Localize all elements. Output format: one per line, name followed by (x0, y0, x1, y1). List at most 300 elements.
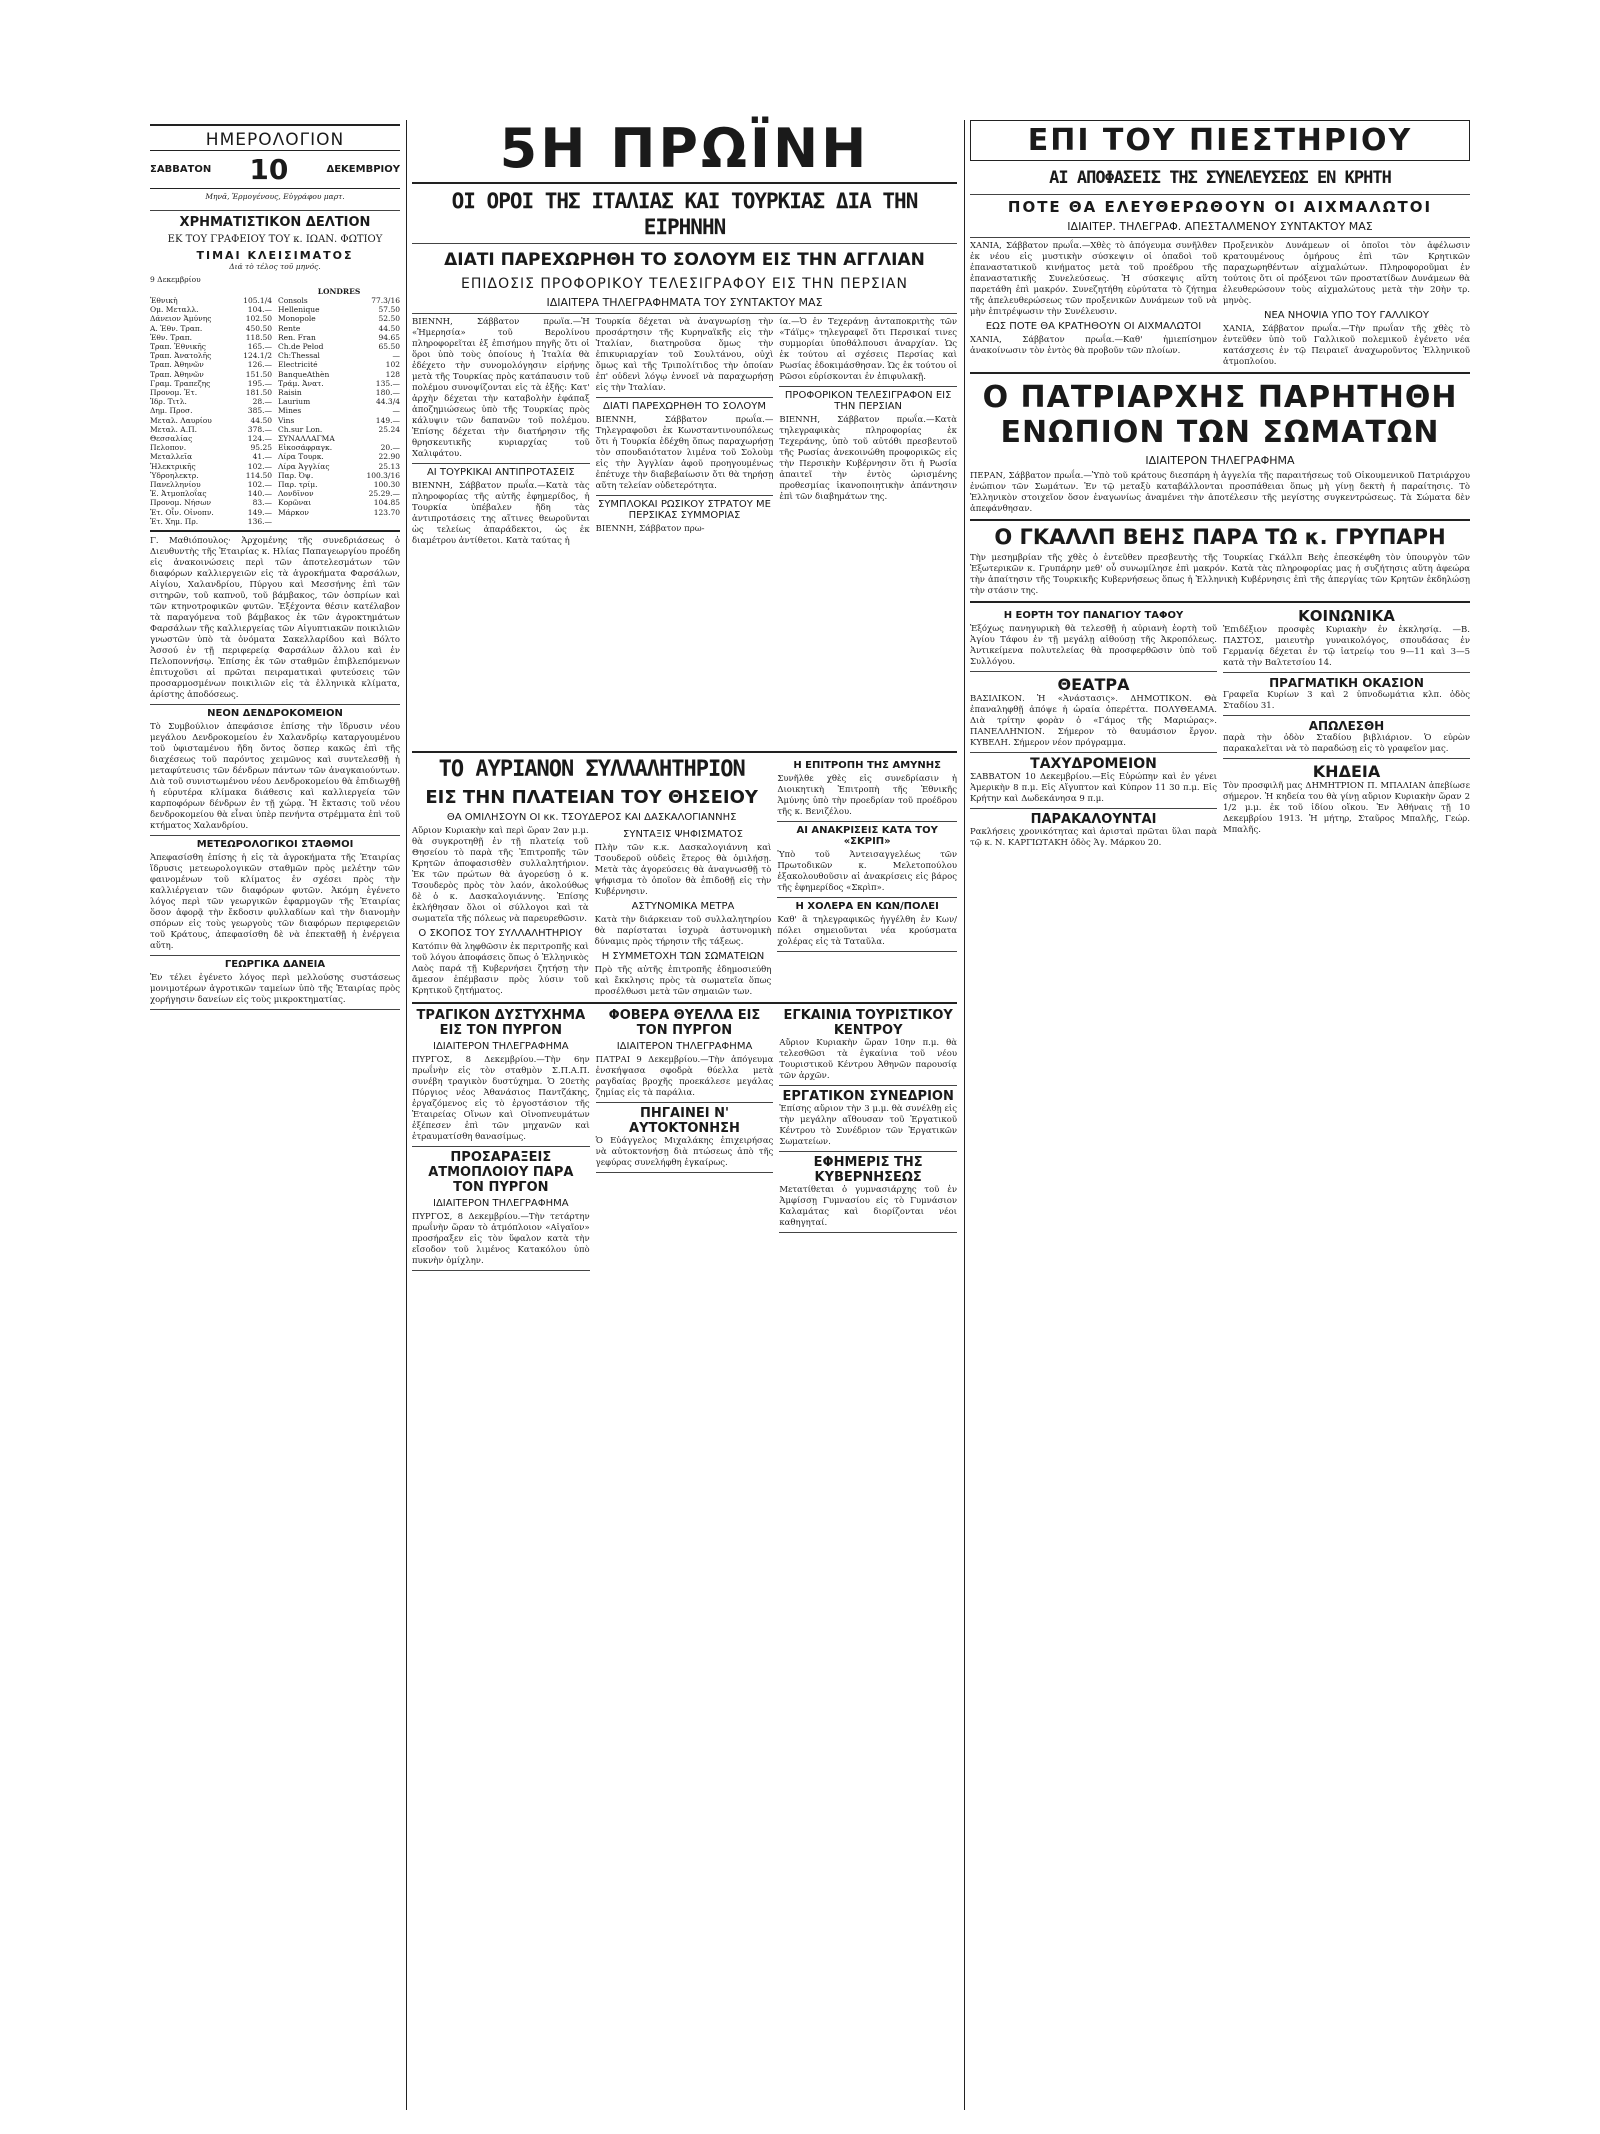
article-text: Ἐν τέλει ἐγένετο λόγος περὶ μελλούσης συστάσεως μονιμοτέρων ἀγροτικῶν ταμείων ὑπὸ τῆς Ἑταιρίας πρὸς χορήγησιν δανείων εἰς τοὺς μικροκτηματίας. (150, 973, 400, 1006)
market-name: Ch.sur Lon. (278, 424, 323, 434)
article-text: Συνῆλθε χθὲς εἰς συνεδρίασιν ἡ Διοικητικὴ Ἐπιτροπὴ τῆς Ἐθνικῆς Ἀμύνης ὑπὸ τὴν προεδρίαν τοῦ προέδρου τῆς κ. Βενιζέλου. (777, 774, 957, 817)
market-name: Θεσσαλίας (150, 434, 193, 444)
market-value: 118.50 (245, 332, 272, 342)
divider (412, 313, 957, 314)
market-value: 149.— (375, 415, 400, 425)
market-name: Μάρκον (278, 507, 309, 517)
divider (596, 1172, 774, 1173)
market-row (150, 480, 272, 489)
rally-unions-text: Πρὸ τῆς αὐτῆς ἐπιτροπῆς ἐδημοσιεύθη καὶ ἔκκλησις πρὸς τὰ σωματεῖα ὅπως προσέλθωσι μετὰ τῶν σημαιῶν των. (594, 965, 772, 997)
market-value: 124.— (247, 434, 272, 444)
divider (779, 1151, 957, 1152)
main-story-column (596, 317, 774, 747)
market-name: Λίρα Ἀγγλίας (278, 461, 330, 471)
market-name: Ἐτ. Χημ. Πρ. (150, 516, 199, 526)
column-rule (406, 120, 407, 2110)
market-row (150, 452, 272, 461)
gallop-text: Τὴν μεσημβρίαν τῆς χθὲς ὁ ἐντεῦθεν πρεσβευτὴς τῆς Τουρκίας Γκάλλπ Βεὴς ἐπεσκέφθη τὸν ὑπουργὸν τῶν Ἐξωτερικῶν κ. Γρυπάρην μεθ' οὗ συνωμίλησε ἐπὶ μακρόν. Κατὰ τὰς πληροφορίας μας ἡ συζήτησις αὕτη ἀφεώρα τὴν ἀπαίτησιν τῆς Τουρκικῆς Κυβερνήσεως ὅπως ἡ Ἑλληνικὴ Κυβέρνησις ἐπὶ τῆς ἀπεργίας τῶν Κρητῶν ἐκδηλώσῃ τὴν στάσιν της. (970, 553, 1470, 596)
story-title: ΣΥΜΠΛΟΚΑΙ ΡΩΣΙΚΟΥ ΣΤΡΑΤΟΥ ΜΕ ΠΕΡΣΙΚΑΣ ΣΥΜΜΟΡΙΑΣ (598, 499, 771, 521)
market-row (150, 508, 272, 517)
divider (970, 671, 1217, 672)
story-text: Τουρκία δέχεται νὰ ἀναγνωρίσῃ τὴν προσάρτησιν τῆς Κυρηναϊκῆς εἰς τὴν Ἰταλίαν, διατηροῦσα ὅμως τὴν ἐπικυριαρχίαν τοῦ Σουλτάνου, οὐχὶ ὅμως καὶ τῆς Τριπολίτιδος τὴν ὁποίαν ἐπ' οὐδενὶ λόγῳ ἐννοεῖ νὰ παραχωρήσῃ εἰς τὴν Ἰταλίαν. (595, 317, 774, 393)
market-name: Laurium (278, 397, 311, 407)
market-row (150, 443, 272, 452)
markets-left (150, 287, 272, 527)
article-title: ΕΦΗΜΕΡΙΣ ΤΗΣ ΚΥΒΕΡΝΗΣΕΩΣ (813, 1155, 923, 1185)
market-name: Κορῶναι (278, 498, 312, 508)
market-name: Προνομ. Ἐτ. (150, 388, 198, 398)
market-row (150, 406, 272, 415)
market-name: Monopole (278, 314, 316, 324)
market-value: 104.85 (373, 498, 400, 508)
markets-right-rows (278, 296, 400, 517)
rally-unions-title: Η ΣΥΜΜΕΤΟΧΗ ΤΩΝ ΣΩΜΑΤΕΙΩΝ (601, 951, 765, 962)
markets-right (278, 287, 400, 527)
printing-box (970, 120, 1470, 161)
printing-col-b (1223, 241, 1470, 368)
divider (412, 1270, 590, 1271)
printing-headline: ΑΙ ΑΠΟΦΑΣΕΙΣ ΤΗΣ ΣΥΝΕΛΕΥΣΕΩΣ ΕΝ ΚΡΗΤΗ (1049, 168, 1391, 188)
market-row (278, 434, 400, 443)
divider (777, 821, 957, 822)
main-story-columns (412, 317, 957, 747)
divider (970, 752, 1217, 753)
article-text: ΠΥΡΓΟΣ, 8 Δεκεμβρίου.—Τὴν 6ην πρωΐνὴν εἰς τὸν σταθμὸν Σ.Π.Α.Π. συνέβη τραγικὸν δυστύχημα. Ὁ 20ετὴς Πύργιος νέος Ἀθανάσιος Παντζάκης, ἐργαζόμενος εἰς τὸ ἐργοστάσιον τῆς Ἑταιρείας Οἴνων καὶ Οἰνοπνευμάτων ἐξέπεσεν ἐπὶ τῶν μηχανῶν καὶ ἐτραυματίσθη θανασίμως. (412, 1055, 590, 1142)
calendar-weekday: ΣΑΒΒΑΤΟΝ (150, 164, 212, 175)
market-row (278, 388, 400, 397)
market-value: 25.29.— (368, 489, 400, 499)
rally-resolution-title: ΣΥΝΤΑΞΙΣ ΨΗΦΙΣΜΑΤΟΣ (623, 829, 743, 840)
market-row (278, 351, 400, 360)
market-value: 124.1/2 (243, 351, 272, 361)
market-row (150, 471, 272, 480)
market-name: Ἠλεκτρικῆς (150, 461, 196, 471)
market-row (278, 452, 400, 461)
article-text: Καθ' ἃ τηλεγραφικῶς ἠγγέλθη ἐν Κων/πόλει σημειοῦνται νέα κρούσματα χολέρας εἰς τὰ Ταταῦλα. (777, 915, 957, 947)
printing-col-a (970, 241, 1217, 368)
market-name: Ἐθνικὴ (150, 296, 178, 305)
divider (412, 1002, 957, 1004)
rally-subheadline: ΕΙΣ ΤΗΝ ΠΛΑΤΕΙΑΝ ΤΟΥ ΘΗΣΕΙΟΥ (425, 787, 758, 808)
center-right-small (777, 757, 957, 998)
divider (412, 1146, 590, 1147)
market-row (150, 324, 272, 333)
market-value: 44.50 (250, 415, 272, 425)
market-name: Τραπ. Ἀνατολῆς (150, 351, 212, 361)
post-title: ΤΑΧΥΔΡΟΜΕΙΟΝ (1030, 756, 1157, 772)
market-row (150, 489, 272, 498)
market-name: Προνομ. Νήσων (150, 498, 212, 508)
market-name: Ren. Fran (278, 332, 316, 342)
center-column (412, 117, 957, 1274)
bottom-ad-text: Ρακλήσεις χρονικότητας καὶ ἀρισταὶ πρῶται ὕλαι παρὰ τῷ κ. Ν. ΚΑΡΓΙΩΤΑΚΗ ὁδὸς Ἁγ. Μάρκου 20. (970, 827, 1217, 848)
society-text: Ἐπιδέξιον προσφὲς Κυριακὴν ἐν ἐκκλησίᾳ. —Β. ΠΑΣΤΟΣ, μαιευτὴρ γυναικολόγος, σπουδάσας ἐν Γερμανίᾳ δέχεται ἐν τῷ ἰατρείῳ του 9—11 καὶ 3—5 κατὰ τὴν Βαλτετσίου 14. (1223, 625, 1470, 668)
market-name: Μεταλλεῖα (150, 452, 193, 462)
market-row (278, 360, 400, 369)
article-text: ΠΥΡΓΟΣ, 8 Δεκεμβρίου.—Τὴν τετάρτην πρωΐνὴν ὥραν τὸ ἀτμόπλοιον «Αἰγαῖον» προσήραξεν εἰς τὸν ὕφαλον κατὰ τὴν εἴσοδον τοῦ λιμένος Κατακόλου ὑπὸ πυκνὴν ὁμίχλην. (412, 1212, 590, 1266)
market-name: Παρ. τρίμ. (278, 480, 318, 490)
market-row (150, 314, 272, 323)
article-title: ΓΕΩΡΓΙΚΑ ΔΑΝΕΙΑ (224, 959, 326, 971)
theatre-text: ΒΑΣΙΛΙΚΟΝ. Ἡ «Ἀνάστασις». ΔΗΜΟΤΙΚΟΝ. Θὰ ἐπαναληφθῇ ἀπόψε ἡ ὡραία ὀπερέττα. ΠΟΛΥΘΕΑΜΑ. Διὰ τρίτην φορὰν ὁ «Γάμος τῆς Μαριώρας». ΠΑΝΕΛΛΗΝΙΟΝ. Σήμερον τὸ θαυμάσιον ἔργον. ΚΥΒΕΛΗ. Σήμερον νέον πρόγραμμα. (970, 694, 1217, 748)
calendar-day: 10 (249, 153, 289, 186)
main-story-column (412, 317, 590, 747)
divider (970, 372, 1470, 374)
patriarch-text: ΠΕΡΑΝ, Σάββατον πρωΐα.—Ὑπὸ τοῦ κράτους διεσπάρη ἡ ἀγγελία τῆς παραιτήσεως τοῦ Οἰκουμενικοῦ Πατριάρχου ἐνώπιον τῶν Σωμάτων. Ἐν τῷ μεταξὺ καταβάλλονται προσπάθειαι ὅπως μὴ γίνῃ δεκτὴ ἡ παραίτησις. Τὸ Ἑλληνικὸν στοιχεῖον ὅσον ἐναγωνίως ἀναμένει τὴν ἀποτέλεσιν τῆς μεγίστης συγκεντρώσεως. Τὰ Σώματα δὲν ἀπεφάνθησαν. (970, 471, 1470, 514)
divider (596, 1102, 774, 1103)
market-row (150, 342, 272, 351)
market-value: 95.25 (250, 443, 272, 453)
market-value: 100.3/16 (366, 470, 400, 480)
rally-purpose-text: Κατόπιν θὰ ληφθῶσιν ἐκ περιτροπῆς καὶ τοῦ λόγου ἀποφάσεις ὅπως ὁ Ἑλληνικὸς Λαὸς παρά τῇ Κυβερνήσει ζητήσῃ τὴν ἄμεσον ἐπέμβασιν πρὸς λύσιν τοῦ Κρητικοῦ ζητήματος. (412, 942, 589, 996)
market-row (150, 379, 272, 388)
rally-body-cols (412, 826, 771, 998)
article-text: Γ. Μαθιόπουλος· Ἀρχομένης τῆς συνεδριάσεως ὁ Διευθυντὴς τῆς Ἑταιρίας κ. Ηλίας Παπαγεωργίου προέδη εἰς ἀνακοινώσεις περὶ τῶν ἀποτελεσμάτων τῶν διαφόρων καλλιεργειῶν εἰς τὰ ἀγροκήματα Φαρσάλων, Αἰγίου, Χαλανδρίου, Πύργου καὶ Μεσσήνης ἐπὶ τῶν σιτηρῶν, τοῦ καπνοῦ, τοῦ βάμβακος, τῶν ὀσπρίων καὶ τῶν κτηνοτροφικῶν φυτῶν. Ἐξέχοντα θέσιν κατέλαβον τὰ παραγόμενα τοῦ βάμβακος ἐκ τῶν ἀγροκτημάτων Φαρσάλων τῆς καλλιεργείας τῶν Αἰγυπτιακῶν ποικιλιῶν γνωστῶν ὑπὸ τὰ ὀνόματα Σακελλαρίδου καὶ Βόλτο Ἀσσού ἐν τῇ περιφερείᾳ Φαρσάλων ἄλλου καὶ ἐν Πελοποννήσῳ. Ἐπίσης ἐκ τῶν σταθμῶν ἐπιβλεπόμενων ἐπιτυχοῦσι αἱ πρῶται πειραματικαὶ φυτεύσεις τῶν προσαρμοσμένων ποικιλιῶν εἰς τὰ ἑλληνικὰ κλίματα, ἀρίστης ἀποδόσεως. (150, 536, 400, 701)
markets-title: ΧΡΗΜΑΤΙΣΤΙΚΟΝ ΔΕΛΤΙΟΝ (179, 214, 371, 230)
article-title: Η ΕΠΙΤΡΟΠΗ ΤΗΣ ΑΜΥΝΗΣ (793, 760, 941, 771)
market-row (150, 388, 272, 397)
divider (1223, 758, 1470, 759)
market-value: — (392, 351, 400, 361)
market-value: 114.50 (245, 470, 272, 480)
market-name: Μεταλ. Λαυρίου (150, 415, 212, 425)
market-value: 102.50 (245, 314, 272, 324)
market-row (278, 508, 400, 517)
printing-text-a: ΧΑΝΙΑ, Σάββατον πρωΐα.—Χθὲς τὸ ἀπόγευμα συνῆλθεν ἐκ νέου εἰς μυστικὴν σύσκεψιν οἱ ὁπαδοὶ τοῦ ἐπαναστατικοῦ κινήματος μετὰ τοῦ προέδρου τῆς ἐπαναστατικῆς Συνελεύσεως. Ἡ σύσκεψις αὕτη παρετάθη ἐπὶ μακρόν. Συνεζητήθη εὐρύτατα τὸ ζήτημα τῆς ἀπελευθερώσεως τῶν προξενικῶν Δυνάμεων τοῦ νὰ μὴν ἐπιτρέψωσιν τὴν Συνέλευσιν. (970, 241, 1217, 317)
article-title: ΕΡΓΑΤΙΚΟΝ ΣΥΝΕΔΡΙΟΝ (782, 1089, 954, 1104)
market-row (278, 305, 400, 314)
funeral-title: ΚΗΔΕΙΑ (1312, 762, 1381, 781)
article-title: ΦΟΒΕΡΑ ΘΥΕΛΛΑ ΕΙΣ ΤΟΝ ΠΥΡΓΟΝ (608, 1008, 761, 1038)
market-row (150, 425, 272, 434)
divider (1223, 672, 1470, 673)
article-byline: ΙΔΙΑΙΤΕΡΟΝ ΤΗΛΕΓΡΑΦΗΜΑ (433, 1041, 569, 1052)
article-title: ΝΕΟΝ ΔΕΝΔΡΟΚΟΜΕΙΟΝ (207, 708, 343, 720)
market-row (278, 406, 400, 415)
market-name: Τραπ. Ἀθηνῶν (150, 360, 204, 370)
market-value: 94.65 (378, 332, 400, 342)
market-row (278, 498, 400, 507)
market-value: 180.— (375, 388, 400, 398)
market-name: Ἐθν. Τραπ. (150, 332, 193, 342)
col1-articles (150, 536, 400, 1010)
market-row (278, 471, 400, 480)
story-text: ΒΙΕΝΝΗ, Σάββατον πρω- (595, 524, 705, 534)
market-value: 44.3/4 (376, 397, 400, 407)
gallop-headline: Ο ΓΚΑΛΛΠ ΒΕΗΣ ΠΑΡΑ ΤΩ κ. ΓΡΥΠΑΡΗ (994, 525, 1446, 549)
divider (777, 897, 957, 898)
divider (596, 397, 774, 398)
market-value: 378.— (247, 424, 272, 434)
market-name: Ἰδρ. Τιτλ. (150, 397, 187, 407)
market-row (150, 434, 272, 443)
lower-column (412, 1008, 590, 1274)
market-name: Ομ. Μεταλλ. (150, 305, 199, 315)
market-name: Λίρα Τουρκ. (278, 452, 324, 462)
divider (970, 237, 1470, 238)
divider (412, 182, 957, 184)
rally-headline: ΤΟ ΑΥΡΙΑΝΟΝ ΣΥΛΛΑΛΗΤΗΡΙΟΝ (438, 757, 745, 782)
market-value: 102.— (247, 480, 272, 490)
market-name: Hellenique (278, 305, 320, 315)
market-value: 135.— (375, 378, 400, 388)
story-text: ία.—Ὁ ἐν Τεχεράνῃ ἀνταποκριτὴς τῶν «Τάϊμς» τηλεγραφεῖ ὅτι Περσικαί τινες συμμορίαι ὑποθάλπουσι ἀναρχίαν. Ὡς ἐκ τούτου αἱ σχέσεις Περσίας καὶ Ρωσίας ἐδοκιμάσθησαν. Ὡς ἐκ τούτου οἱ Ρῶσοι εὑρίσκονται ἐν ἐπιφυλακῇ. (779, 317, 957, 382)
rally-police-text: Κατὰ τὴν διάρκειαν τοῦ συλλαλητηρίου θὰ παρίσταται ἰσχυρὰ ἀστυνομικὴ δύναμις πρὸς τήρησιν τῆς τάξεως. (594, 915, 772, 947)
lower-column (779, 1008, 957, 1274)
taphos-title: Η ΕΟΡΤΗ ΤΟΥ ΠΑΝΑΓΙΟΥ ΤΑΦΟΥ (1003, 610, 1184, 621)
markets-date: 9 Δεκεμβρίου (150, 275, 201, 284)
divider (970, 808, 1217, 809)
market-name: Πανελληνίου (150, 480, 201, 490)
seizure-title: ΝΕΑ ΝΗΟΨΙΑ ΥΠΟ ΤΟΥ ΓΑΛΛΙΚΟΥ (1263, 310, 1430, 321)
market-value: 102 (385, 360, 400, 370)
calendar-month: ΔΕΚΕΜΒΡΙΟΥ (326, 164, 400, 175)
article-text: Τὸ Συμβούλιον ἀπεφάσισε ἐπίσης τὴν ἵδρυσιν νέου μεγάλου Δενδροκομείου ἐν Χαλανδρίῳ καταργουμένου τοῦ ὑφισταμένου ἤδη ὄντος ὅσπερ κακῶς ἐπὶ τῆς διαχέσεως τοῦ παρόντος χειμῶνος καὶ συντελεσθῇ ἡ μεταφύτευσις τῶν δένδρων πάντων τῶν ἀναγκαιούντων. Διὰ τοῦ συνιστωμένου νέου Δενδροκομείου θὰ ἐπιδιωχθῇ ἡ εὐρυτέρα κλίμακα διάθεσις καὶ καλλιεργεία τῶν καρποφόρων δένδρων ἐν τῇ χώρᾳ. Ἡ ἔκτασις τοῦ νέου δενδροκομείου θὰ εἶναι ὑπὲρ πενήντα στρέμματα ἐπὶ τοῦ κτήματος Χαλανδρίου. (150, 722, 400, 832)
printing-body (970, 241, 1470, 368)
market-name: ΣΥΝΑΛΛΑΓΜΑ (278, 434, 335, 444)
market-name: Ch.de Pelod (278, 342, 324, 352)
market-name: Μεταλ. Α.Π. (150, 424, 198, 434)
prisoners-text: ΧΑΝΙΑ, Σάββατον πρωΐα.—Καθ' ἡμιεπίσημον ἀνακοίνωσιν τὸν ἐντὸς θὰ προβοῦν τῶν πλοίων. (970, 335, 1217, 356)
story-text: ΒΙΕΝΝΗ, Σάββατον πρωΐα.—Κατὰ τηλεγραφικὰς πληροφορίας ἐκ Τεχεράνης, ὑπὸ τοῦ αὐτόθι πρεσβευτοῦ τῆς Ρωσίας ἀνεκοινώθη προφορικῶς εἰς τὴν Περσικὴν Κυβέρνησιν ὅτι ἡ Ρωσία ἀπαιτεῖ τὴν ἐντὸς ὡρισμένης προθεσμίας ἱκανοποιητικὴν ἀπάντησιν ἐπὶ τῶν διαβημάτων της. (779, 415, 957, 502)
divider (412, 243, 957, 244)
divider (150, 530, 400, 532)
article-text: Ὑπὸ τοῦ Ἀντεισαγγελέως τῶν Πρωτοδικῶν κ. Μελετοπούλου ἐξακολουθοῦσιν αἱ ἀνακρίσεις εἰς βάρος τῆς ἐφημερίδος «Σκρὶπ». (777, 850, 957, 893)
divider (412, 751, 957, 753)
market-value: 20.— (380, 443, 400, 453)
market-row (278, 397, 400, 406)
article-title: ΑΙ ΑΝΑΚΡΙΣΕΙΣ ΚΑΤΑ ΤΟΥ «ΣΚΡΙΠ» (796, 825, 938, 847)
market-name: Electricité (278, 360, 318, 370)
market-row (278, 425, 400, 434)
seizure-text: ΧΑΝΙΑ, Σάββατον πρωΐα.—Τὴν πρωΐαν τῆς χθὲς τὸ ἐντεῦθεν ὑπὸ τοῦ Γαλλικοῦ πολεμικοῦ ἐγένετο νέα κατάσχεσις ἐν τῷ Πειραιεῖ ἀναχωροῦντος Ἑλληνικοῦ ἀτμοπλοίου. (1223, 324, 1470, 367)
right-lower-a (970, 607, 1217, 849)
market-row (150, 360, 272, 369)
divider (412, 463, 590, 464)
divider (150, 124, 400, 126)
market-value: 165.— (247, 342, 272, 352)
prisoners-title: ΕΩΣ ΠΟΤΕ ΘΑ ΚΡΑΤΗΘΟΥΝ ΟΙ ΑΙΧΜΑΛΩΤΟΙ (985, 321, 1202, 332)
story-text: ΒΙΕΝΝΗ, Σάββατον πρωΐα.—Τηλεγραφοῦσι ἐκ Κωνσταντινουπόλεως ὅτι ἡ Τουρκία ἐδέχθη ὅπως παραχωρήσῃ τὸν σπουδαιότατον λιμένα τοῦ Σολοὺμ εἰς τὴν Ἀγγλίαν ἀφοῦ προηγουμένως ἐπέτυχε τὴν διαβεβαίωσιν ὅτι θὰ τηρήσῃ αὕτη τελείαν οὐδετερότητα. (595, 415, 774, 491)
market-value: 22.90 (378, 452, 400, 462)
story-title: ΔΙΑΤΙ ΠΑΡΕΧΩΡΗΘΗ ΤΟ ΣΟΛΟΥΜ (603, 401, 766, 412)
divider (150, 704, 400, 705)
article-text: Ἐπίσης αὔριον τὴν 3 μ.μ. θὰ συνέλθῃ εἰς τὴν μεγάλην αἴθουσαν τοῦ Ἐργατικοῦ Κέντρου τὸ Συνέδριον τῶν Ἐργατικῶν Σωματείων. (779, 1104, 957, 1147)
ad-text: παρὰ τὴν ὁδὸν Σταδίου βιβλιάριον. Ὁ εὑρὼν παρακαλεῖται νὰ τὸ παραδώσῃ εἰς τὸ γραφεῖον μας. (1223, 733, 1470, 754)
ad-text: Γραφεῖα Κυρίων 3 καὶ 2 ὑπνοδωμάτια κλπ. ὁδὸς Σταδίου 31. (1223, 690, 1470, 711)
article-byline: ΙΔΙΑΙΤΕΡΟΝ ΤΗΛΕΓΡΑΦΗΜΑ (433, 1198, 569, 1209)
story-title: ΑΙ ΤΟΥΡΚΙΚΑΙ ΑΝΤΙΠΡΟΤΑΣΕΙΣ (426, 467, 575, 478)
main-byline: ΙΔΙΑΙΤΕΡΑ ΤΗΛΕΓΡΑΦΗΜΑΤΑ ΤΟΥ ΣΥΝΤΑΚΤΟΥ ΜΑΣ (546, 296, 823, 309)
market-row (150, 370, 272, 379)
divider (150, 1009, 400, 1010)
market-name: Δάνειον Ἀμύνης (150, 314, 212, 324)
rally-police-title: ΑΣΤΥΝΟΜΙΚΑ ΜΕΤΡΑ (631, 901, 735, 912)
market-value: 195.— (247, 378, 272, 388)
market-row (278, 379, 400, 388)
market-name: Α. Ἐθν. Τραπ. (150, 323, 203, 333)
divider (779, 386, 957, 387)
divider (596, 495, 774, 496)
printing-byline: ΙΔΙΑΙΤΕΡ. ΤΗΛΕΓΡΑΦ. ΑΠΕΣΤΑΛΜΕΝΟΥ ΣΥΝΤΑΚΤΟΥ ΜΑΣ (1067, 220, 1373, 233)
ad-title: ΑΠΩΛΕΣΘΗ (1308, 719, 1385, 733)
market-value: 140.— (247, 489, 272, 499)
divider (150, 835, 400, 836)
market-name: Δημ. Προσ. (150, 406, 193, 416)
markets-left-rows (150, 296, 272, 526)
markets-closing: ΤΙΜΑΙ ΚΛΕΙΣΙΜΑΤΟΣ (196, 248, 354, 262)
market-row (278, 370, 400, 379)
market-value: 44.50 (378, 323, 400, 333)
left-column (150, 120, 400, 1013)
patriarch-headline: Ο ΠΑΤΡΙΑΡΧΗΣ ΠΑΡΗΤΗΘΗ (982, 380, 1458, 415)
market-value: 151.50 (245, 369, 272, 379)
market-name: Λονδῖνον (278, 489, 314, 499)
market-value: 41.— (252, 452, 272, 462)
market-name: Ch:Thessal (278, 351, 320, 361)
market-name: Consols (278, 296, 308, 305)
market-value: 25.24 (378, 424, 400, 434)
printing-subheadline: ΠΟΤΕ ΘΑ ΕΛΕΥΘΕΡΩΘΟΥΝ ΟΙ ΑΙΧΜΑΛΩΤΟΙ (1007, 198, 1433, 216)
right-column (970, 120, 1470, 849)
market-value: 77.3/16 (371, 296, 400, 305)
market-row (278, 480, 400, 489)
article-text: Ὁ Εὐάγγελος Μιχαλάκης ἐπιχειρήσας νὰ αὐτοκτονήσῃ διὰ πτώσεως ἀπὸ τῆς γεφύρας συνελήφθη ἐγκαίρως. (595, 1136, 774, 1168)
market-row (278, 333, 400, 342)
story-text: ΒΙΕΝΝΗ, Σάββατον πρωΐα.—Κατὰ τὰς πληροφορίας τῆς αὐτῆς ἐφημερίδος, ἡ Τουρκία ὑπέβαλεν ἤδη τὰς ἀντιπροτάσεις της αἵτινες θεωροῦνται ὡς τελείως ἀπαράδεκτοι, ὡς ἐκ διαμέτρου ἀντίθετοι. Κατὰ ταύτας ἡ (412, 481, 590, 546)
divider (150, 210, 400, 211)
rally-speakers: ΘΑ ΟΜΙΛΗΣΟΥΝ ΟΙ κκ. ΤΣΟΥΔΕΡΟΣ ΚΑΙ ΔΑΣΚΑΛΟΓΙΑΝΝΗΣ (446, 812, 737, 823)
taphos-text: Ἐξόχως πανηγυρικὴ θὰ τελεσθῇ ἡ αὐριανὴ ἑορτὴ τοῦ Ἁγίου Τάφου ἐν τῇ μεγάλῃ αἰθούσῃ τῆς Ἀκροπόλεως. Ἀντικείμενα πολυτελείας θὰ προσφερθῶσιν ὑπὸ τοῦ Συλλόγου. (970, 624, 1217, 667)
market-name: Vins (278, 415, 295, 425)
market-value: 450.50 (245, 323, 272, 333)
theatre-title: ΘΕΑΤΡΑ (1057, 675, 1130, 694)
rally-col-1 (412, 826, 589, 998)
article-text: Ἀπεφασίσθη ἐπίσης ἡ εἰς τὰ ἀγροκήματα τῆς Ἑταιρίας ἵδρυσις μετεωρολογικῶν σταθμῶν πρὸς μελέτην τῶν φαινομένων τοῦ κλίματος ἐν σχέσει πρὸς τὴν καλλιέργειαν τῶν διαφόρων φυτῶν. Ἀκόμη ἐγένετο λόγος περὶ τῶν γεωργικῶν ἐφαρμογῶν τῆς Ἑταιρίας ὅσον ἀφορᾷ τὴν ἔκδοσιν φυλλαδίων καὶ τὴν διανομὴν σπόρων εἰς τοὺς γεωργοὺς τῶν διαφόρων περιφερειῶν τοῦ Κράτους, ἀπεφασίσθη δὲ νὰ ἐπεκταθῇ ἡ ἐνέργεια αὕτη. (150, 853, 400, 952)
market-value: 136.— (247, 516, 272, 526)
market-row (278, 342, 400, 351)
market-value: 149.— (247, 507, 272, 517)
market-value: — (392, 406, 400, 416)
market-value: 181.50 (245, 388, 272, 398)
market-value: 128 (385, 369, 400, 379)
market-row (150, 517, 272, 526)
market-name: Ὑδροηλεκτρ. (150, 470, 199, 480)
right-lower (970, 607, 1470, 849)
main-deck: ΕΠΙΔΟΣΙΣ ΠΡΟΦΟΡΙΚΟΥ ΤΕΛΕΣΙΓΡΑΦΟΥ ΕΙΣ ΤΗΝ ΠΕΡΣΙΑΝ (461, 276, 908, 292)
article-text: ΠΑΤΡΑΙ 9 Δεκεμβρίου.—Τὴν ἀπόγευμα ἐνσκήψασα σφοδρὰ θύελλα μετὰ ραγδαίας βροχῆς προεκάλεσε μεγάλας ζημίας εἰς τὰ παράλια. (595, 1055, 774, 1098)
market-row (150, 498, 272, 507)
market-row (278, 416, 400, 425)
bottom-ad-title: ΠΑΡΑΚΑΛΟΥΝΤΑΙ (1030, 812, 1157, 827)
story-title: ΠΡΟΦΟΡΙΚΟΝ ΤΕΛΕΣΙΓΡΑΦΟΝ ΕΙΣ ΤΗΝ ΠΕΡΣΙΑΝ (784, 390, 952, 412)
market-name: Τραπ. Ἐθνικῆς (150, 342, 206, 352)
market-name: Raisin (278, 388, 302, 398)
market-name: Εἰκοσάφραγκ. (278, 443, 333, 453)
rally-resolution-text: Πλὴν τῶν κ.κ. Δασκαλογιάννη καὶ Τσουδεροῦ οὐδεὶς ἕτερος θὰ ὁμιλήσῃ. Μετὰ τὰς ἀγορεύσεις θὰ ἀναγνωσθῇ τὸ ψήφισμα τὸ ὁποῖον θὰ ἐπιδοθῇ εἰς τὴν Κυβέρνησιν. (594, 843, 772, 897)
market-row (150, 351, 272, 360)
divider (970, 519, 1470, 521)
market-value: 102.— (247, 461, 272, 471)
market-value: 385.— (247, 406, 272, 416)
markets-table (150, 287, 400, 527)
patriarch-subheadline: ΕΝΩΠΙΟΝ ΤΩΝ ΣΩΜΑΤΩΝ (1000, 415, 1440, 450)
market-row (150, 416, 272, 425)
market-value: 104.— (247, 305, 272, 315)
printing-title: ΕΠΙ ΤΟΥ ΠΙΕΣΤΗΡΙΟΥ (1027, 123, 1413, 158)
market-value: 25.13 (378, 461, 400, 471)
calendar-date-row (150, 150, 400, 189)
market-name: Τραπ. Ἀθηνῶν (150, 369, 204, 379)
article-title: Η ΧΟΛΕΡΑ ΕΝ ΚΩΝ/ΠΟΛΕΙ (795, 901, 939, 912)
calendar-title: ΗΜΕΡΟΛΟΓΙΟΝ (205, 130, 345, 150)
market-row (278, 443, 400, 452)
article-title: ΜΕΤΕΩΡΟΛΟΓΙΚΟΙ ΣΤΑΘΜΟΙ (196, 839, 354, 851)
rally-article (412, 757, 957, 998)
market-name: Ἐ. Ἀτμοπλοΐας (150, 489, 207, 499)
market-value: 83.— (252, 498, 272, 508)
market-row (278, 489, 400, 498)
market-value: 28.— (252, 397, 272, 407)
calendar-saints: Μηνᾶ, Ἑρμογένους, Εὐγράφου μαρτ. (205, 192, 345, 201)
rally-purpose-title: Ο ΣΚΟΠΟΣ ΤΟΥ ΣΥΛΛΑΛΗΤΗΡΙΟΥ (418, 928, 583, 939)
ad-title: ΠΡΑΓΜΑΤΙΚΗ ΟΚΑΣΙΟΝ (1269, 676, 1424, 690)
markets-source: ΕΚ ΤΟΥ ΓΡΑΦΕΙΟΥ ΤΟΥ κ. ΙΩΑΝ. ΦΩΤΙΟΥ (167, 233, 383, 245)
right-lower-b (1223, 607, 1470, 849)
markets-note: Διά τὸ τέλος τοῦ μηνός. (229, 261, 321, 271)
column-rule (964, 120, 965, 2110)
market-value: 126.— (247, 360, 272, 370)
market-row (150, 305, 272, 314)
main-subheadline: ΔΙΑΤΙ ΠΑΡΕΧΩΡΗΘΗ ΤΟ ΣΟΛΟΥΜ ΕΙΣ ΤΗΝ ΑΓΓΛΙΑΝ (444, 250, 925, 270)
rally-text: Αὔριον Κυριακὴν καὶ περὶ ὥραν 2αν μ.μ. θὰ συγκροτηθῇ ἐν τῇ πλατείᾳ τοῦ Θησείου τὸ παρὰ τῆς Ἐπιτροπῆς τῶν Κρητῶν ἀποφασισθὲν συλλαλητήριον. Ἐκ τῶν πρώτων θὰ ἀγορεύσῃ ὁ κ. Τσουδερὸς πρὸς τὸν λαόν, ἀκολούθως δὲ ὁ κ. Δασκαλογιάννης. Ἐπίσης ἐκλήθησαν ὅλοι οἱ σύλλογοι καὶ τὰ σωματεῖα τῆς πόλεως νὰ παρευρεθῶσιν. (412, 826, 589, 924)
printing-text-b: Προξενικὸν Δυνάμεων οἱ ὁποῖοι τὸν ἀφέλωσιν κρατουμένους ὁμήρους ἐπὶ τῶν Κρητικῶν παραχωρηθέντων αἰχμαλώτων. Πληροφοροῦμαι ἐν τούτοις ὅτι οἱ πρόξενοι τῶν προστατίδων Δυνάμεων θὰ ἐλευθερώσουν τοὺς αἰχμαλώτους μετὰ τὴν 20ὴν τρ. μηνὸς. (1223, 241, 1470, 306)
divider (779, 1085, 957, 1086)
funeral-text: Τὸν προσφιλῆ μας ΔΗΜΗΤΡΙΟΝ Π. ΜΠΑΛΙΑΝ ἀπεβίωσε σήμερον. Ἡ κηδεία του θὰ γίνῃ αὔριον Κυριακὴν ὥραν 2 1/2 μ.μ. ἐκ τοῦ ἰδίου οἴκου. Ἐν Ἀθήναις τῇ 10 Δεκεμβρίου 1913. Ἡ μήτηρ, Σταῦρος Μπαλῆς, Γεώρ. Μπαλῆς. (1223, 781, 1470, 835)
market-name: Τράμ. Ἀνατ. (278, 378, 324, 388)
article-title: ΕΓΚΑΙΝΙΑ ΤΟΥΡΙΣΤΙΚΟΥ ΚΕΝΤΡΟΥ (783, 1008, 953, 1038)
divider (1223, 715, 1470, 716)
market-value: 65.50 (378, 342, 400, 352)
market-row (150, 397, 272, 406)
market-name: Γραμ. Τραπεζης (150, 378, 211, 388)
ads (1223, 672, 1470, 755)
masthead-title: 5Η ΠΡΩΪΝΗ (499, 117, 870, 180)
lower-column (596, 1008, 774, 1274)
market-row (150, 462, 272, 471)
market-name: Mines (278, 406, 302, 416)
main-headline: ΟΙ ΟΡΟΙ ΤΗΣ ΙΤΑΛΙΑΣ ΚΑΙ ΤΟΥΡΚΙΑΣ ΔΙΑ ΤΗΝ ΕΙΡΗΝΗΝ (451, 189, 918, 239)
article-text: Μετατίθεται ὁ γυμνασιάρχης τοῦ ἐν Ἀμφίσσῃ Γυμνασίου εἰς τὸ Γυμνάσιον Καλαμάτας καὶ διορίζονται νέοι καθηγηταί. (779, 1185, 957, 1228)
main-story-column (779, 317, 957, 747)
article-text: Αὔριον Κυριακὴν ὥραν 10ην π.μ. θὰ τελεσθῶσι τὰ ἐγκαίνια τοῦ νέου Τουριστικοῦ Κέντρου Ἀθηνῶν παρουσίᾳ τῶν ἀρχῶν. (779, 1038, 957, 1081)
market-value: 105.1/4 (243, 296, 272, 305)
market-name: Παρ. Ὀψ. (278, 470, 314, 480)
market-row (150, 333, 272, 342)
society-title: ΚΟΙΝΩΝΙΚΑ (1298, 607, 1395, 625)
newspaper-page (150, 117, 1470, 2120)
market-row (278, 462, 400, 471)
divider (970, 601, 1470, 603)
article-title: ΠΡΟΣΑΡΑΞΕΙΣ ΑΤΜΟΠΛΟΙΟΥ ΠΑΡΑ ΤΟΝ ΠΥΡΓΟΝ (428, 1150, 574, 1195)
market-row (278, 296, 400, 305)
story-text: ΒΙΕΝΝΗ, Σάββατον πρωΐα.—Ἡ «Ἡμερησία» τοῦ Βερολίνου πληροφορεῖται ἐξ ἐπισήμου πηγῆς ὅτι οἱ ὅροι ὑπὸ τοὺς ὁποίους ἡ Ἰταλία θὰ ἐδέχετο τὴν συνομολόγησιν εἰρήνης μετὰ τῆς Τουρκίας πρὸς κατάπαυσιν τοῦ πολέμου συνοψίζονται εἰς τὰ ἑξῆς: Κατ' ἀρχὴν δέχεται τὴν καταβολὴν ἐφάπαξ ἀποζημιώσεως ὑπὸ τῆς Τουρκίας πρὸς κάλυψιν τῶν δαπανῶν τοῦ πολέμου. Ἐπίσης δέχεται τὴν διατήρησιν τῆς θρησκευτικῆς κυριαρχίας τοῦ Χαλιφάτου. (412, 317, 590, 459)
rally-col-2 (595, 826, 772, 998)
market-name: Πελοπον. (150, 443, 187, 453)
lower-columns (412, 1008, 957, 1274)
market-value: 57.50 (378, 305, 400, 315)
market-row (150, 296, 272, 305)
